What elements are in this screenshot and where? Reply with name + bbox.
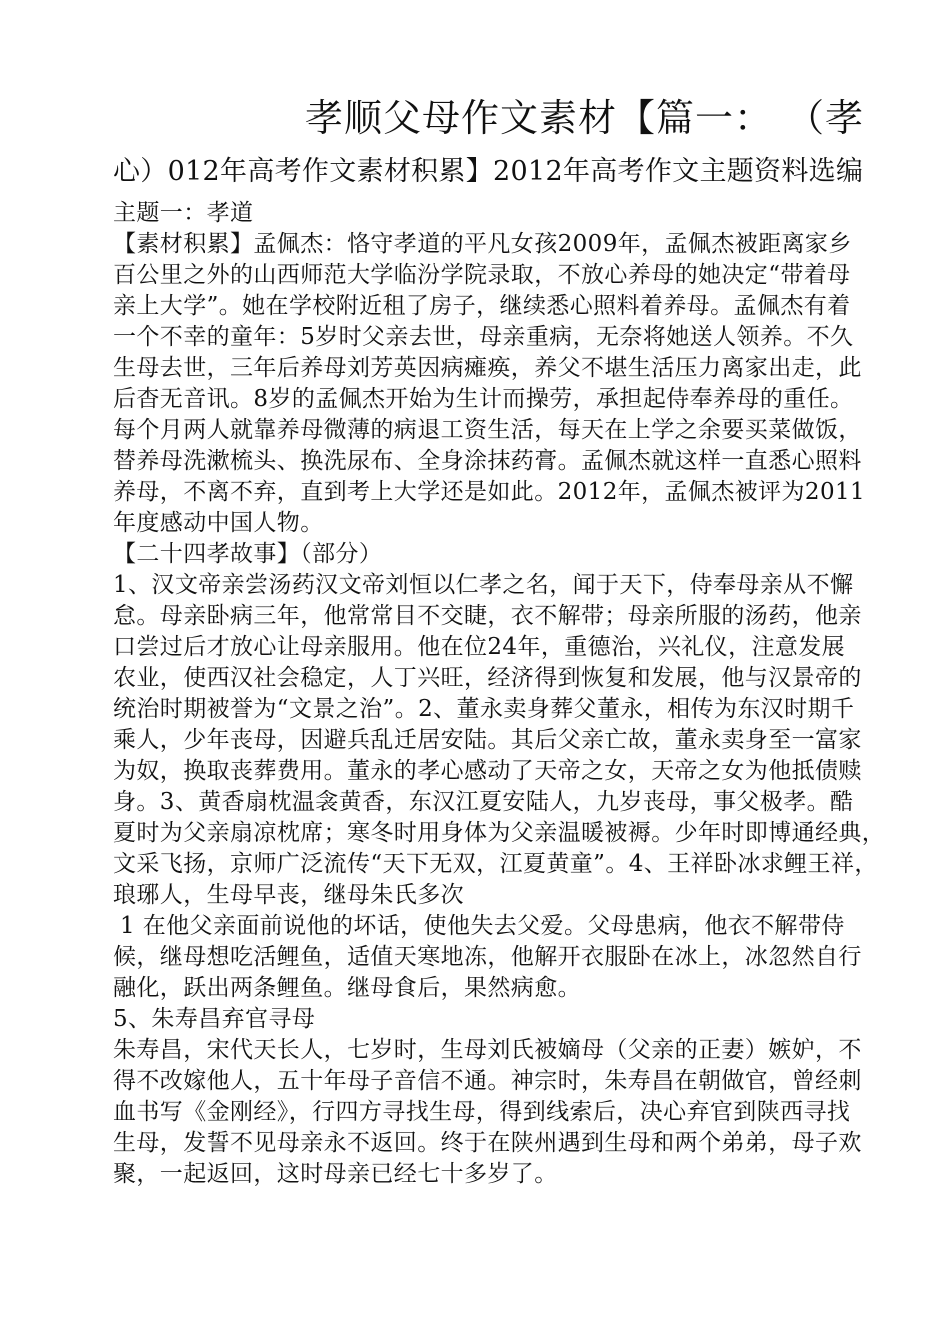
text-line: 每个月两人就靠养母微薄的病退工资生活，每天在上学之余要买菜做饭， [113, 417, 862, 443]
section-heading: 5、朱寿昌弃官寻母 [113, 1006, 316, 1032]
text-line: 为奴，换取丧葬费用。董永的孝心感动了天帝之女，天帝之女为他抵债赎 [113, 758, 862, 784]
text-line: 【素材积累】孟佩杰：恪守孝道的平凡女孩2009年，孟佩杰被距离家乡 [113, 231, 852, 257]
text-line: 生母，发誓不见母亲永不返回。终于在陕州遇到生母和两个弟弟，母子欢 [113, 1130, 862, 1156]
text-line: 统治时期被誉为“文景之治”。2、董永卖身葬父董永，相传为东汉时期千 [113, 696, 855, 722]
text-line: 候，继母想吃活鲤鱼，适值天寒地冻，他解开衣服卧在冰上，冰忽然自行 [113, 944, 862, 970]
text-line: 琅琊人，生母早丧，继母朱氏多次 [113, 882, 464, 908]
text-line: 主题一：孝道 [113, 200, 254, 226]
text-line: 得不改嫁他人，五十年母子音信不通。神宗时，朱寿昌在朝做官，曾经刺 [113, 1068, 862, 1094]
text-line: 身。3、黄香扇枕温衾黄香，东汉江夏安陆人，九岁丧母，事父极孝。酷 [113, 789, 854, 815]
text-line: 1 在他父亲面前说他的坏话，使他失去父爱。父母患病，他衣不解带侍 [120, 913, 845, 939]
text-line: 口尝过后才放心让母亲服用。他在位24年，重德治，兴礼仪，注意发展 [113, 634, 846, 660]
text-line: 农业，使西汉社会稳定，人丁兴旺，经济得到恢复和发展，他与汉景帝的 [113, 665, 862, 691]
text-line: 乘人，少年丧母，因避兵乱迁居安陆。其后父亲亡故，董永卖身至一富家 [113, 727, 862, 753]
text-line: 养母，不离不弃，直到考上大学还是如此。2012年，孟佩杰被评为2011 [113, 479, 866, 505]
text-line: 血书写《金刚经》，行四方寻找生母，得到线索后，决心弃官到陕西寻找 [113, 1099, 851, 1125]
text-line: 生母去世，三年后养母刘芳英因病瘫痪，养父不堪生活压力离家出走，此 [113, 355, 862, 381]
text-line: 文采飞扬，京师广泛流传“天下无双，江夏黄童”。4、王祥卧冰求鲤王祥， [113, 851, 878, 877]
text-line: 后杳无音讯。8岁的孟佩杰开始为生计而操劳，承担起侍奉养母的重任。 [113, 386, 854, 412]
text-line: 一个不幸的童年：5岁时父亲去世，母亲重病，无奈将她送人领养。不久 [113, 324, 854, 350]
text-line: 1、汉文帝亲尝汤药汉文帝刘恒以仁孝之名，闻于天下，侍奉母亲从不懈 [113, 572, 854, 598]
text-line: 朱寿昌，宋代天长人，七岁时，生母刘氏被嫡母（父亲的正妻）嫉妒，不 [113, 1037, 862, 1063]
document-title-line-2: 心）012年高考作文素材积累】2012年高考作文主题资料选编 [113, 156, 864, 187]
text-line: 夏时为父亲扇凉枕席；寒冬时用身体为父亲温暖被褥。少年时即博通经典， [113, 820, 886, 846]
text-line: 替养母洗漱梳头、换洗尿布、全身涂抹药膏。孟佩杰就这样一直悉心照料 [113, 448, 862, 474]
document-title-line-1: 孝顺父母作文素材【篇一： （孝 [305, 96, 865, 140]
text-line: 年度感动中国人物。 [113, 510, 324, 536]
text-line: 亲上大学”。她在学校附近租了房子，继续悉心照料着养母。孟佩杰有着 [113, 293, 851, 319]
text-line: 怠。母亲卧病三年，他常常目不交睫，衣不解带；母亲所服的汤药，他亲 [113, 603, 862, 629]
section-heading: 【二十四孝故事】（部分） [113, 541, 383, 567]
text-line: 百公里之外的山西师范大学临汾学院录取，不放心养母的她决定“带着母 [113, 262, 851, 288]
text-line: 聚，一起返回，这时母亲已经七十多岁了。 [113, 1161, 558, 1187]
text-line: 融化，跃出两条鲤鱼。继母食后，果然病愈。 [113, 975, 581, 1001]
